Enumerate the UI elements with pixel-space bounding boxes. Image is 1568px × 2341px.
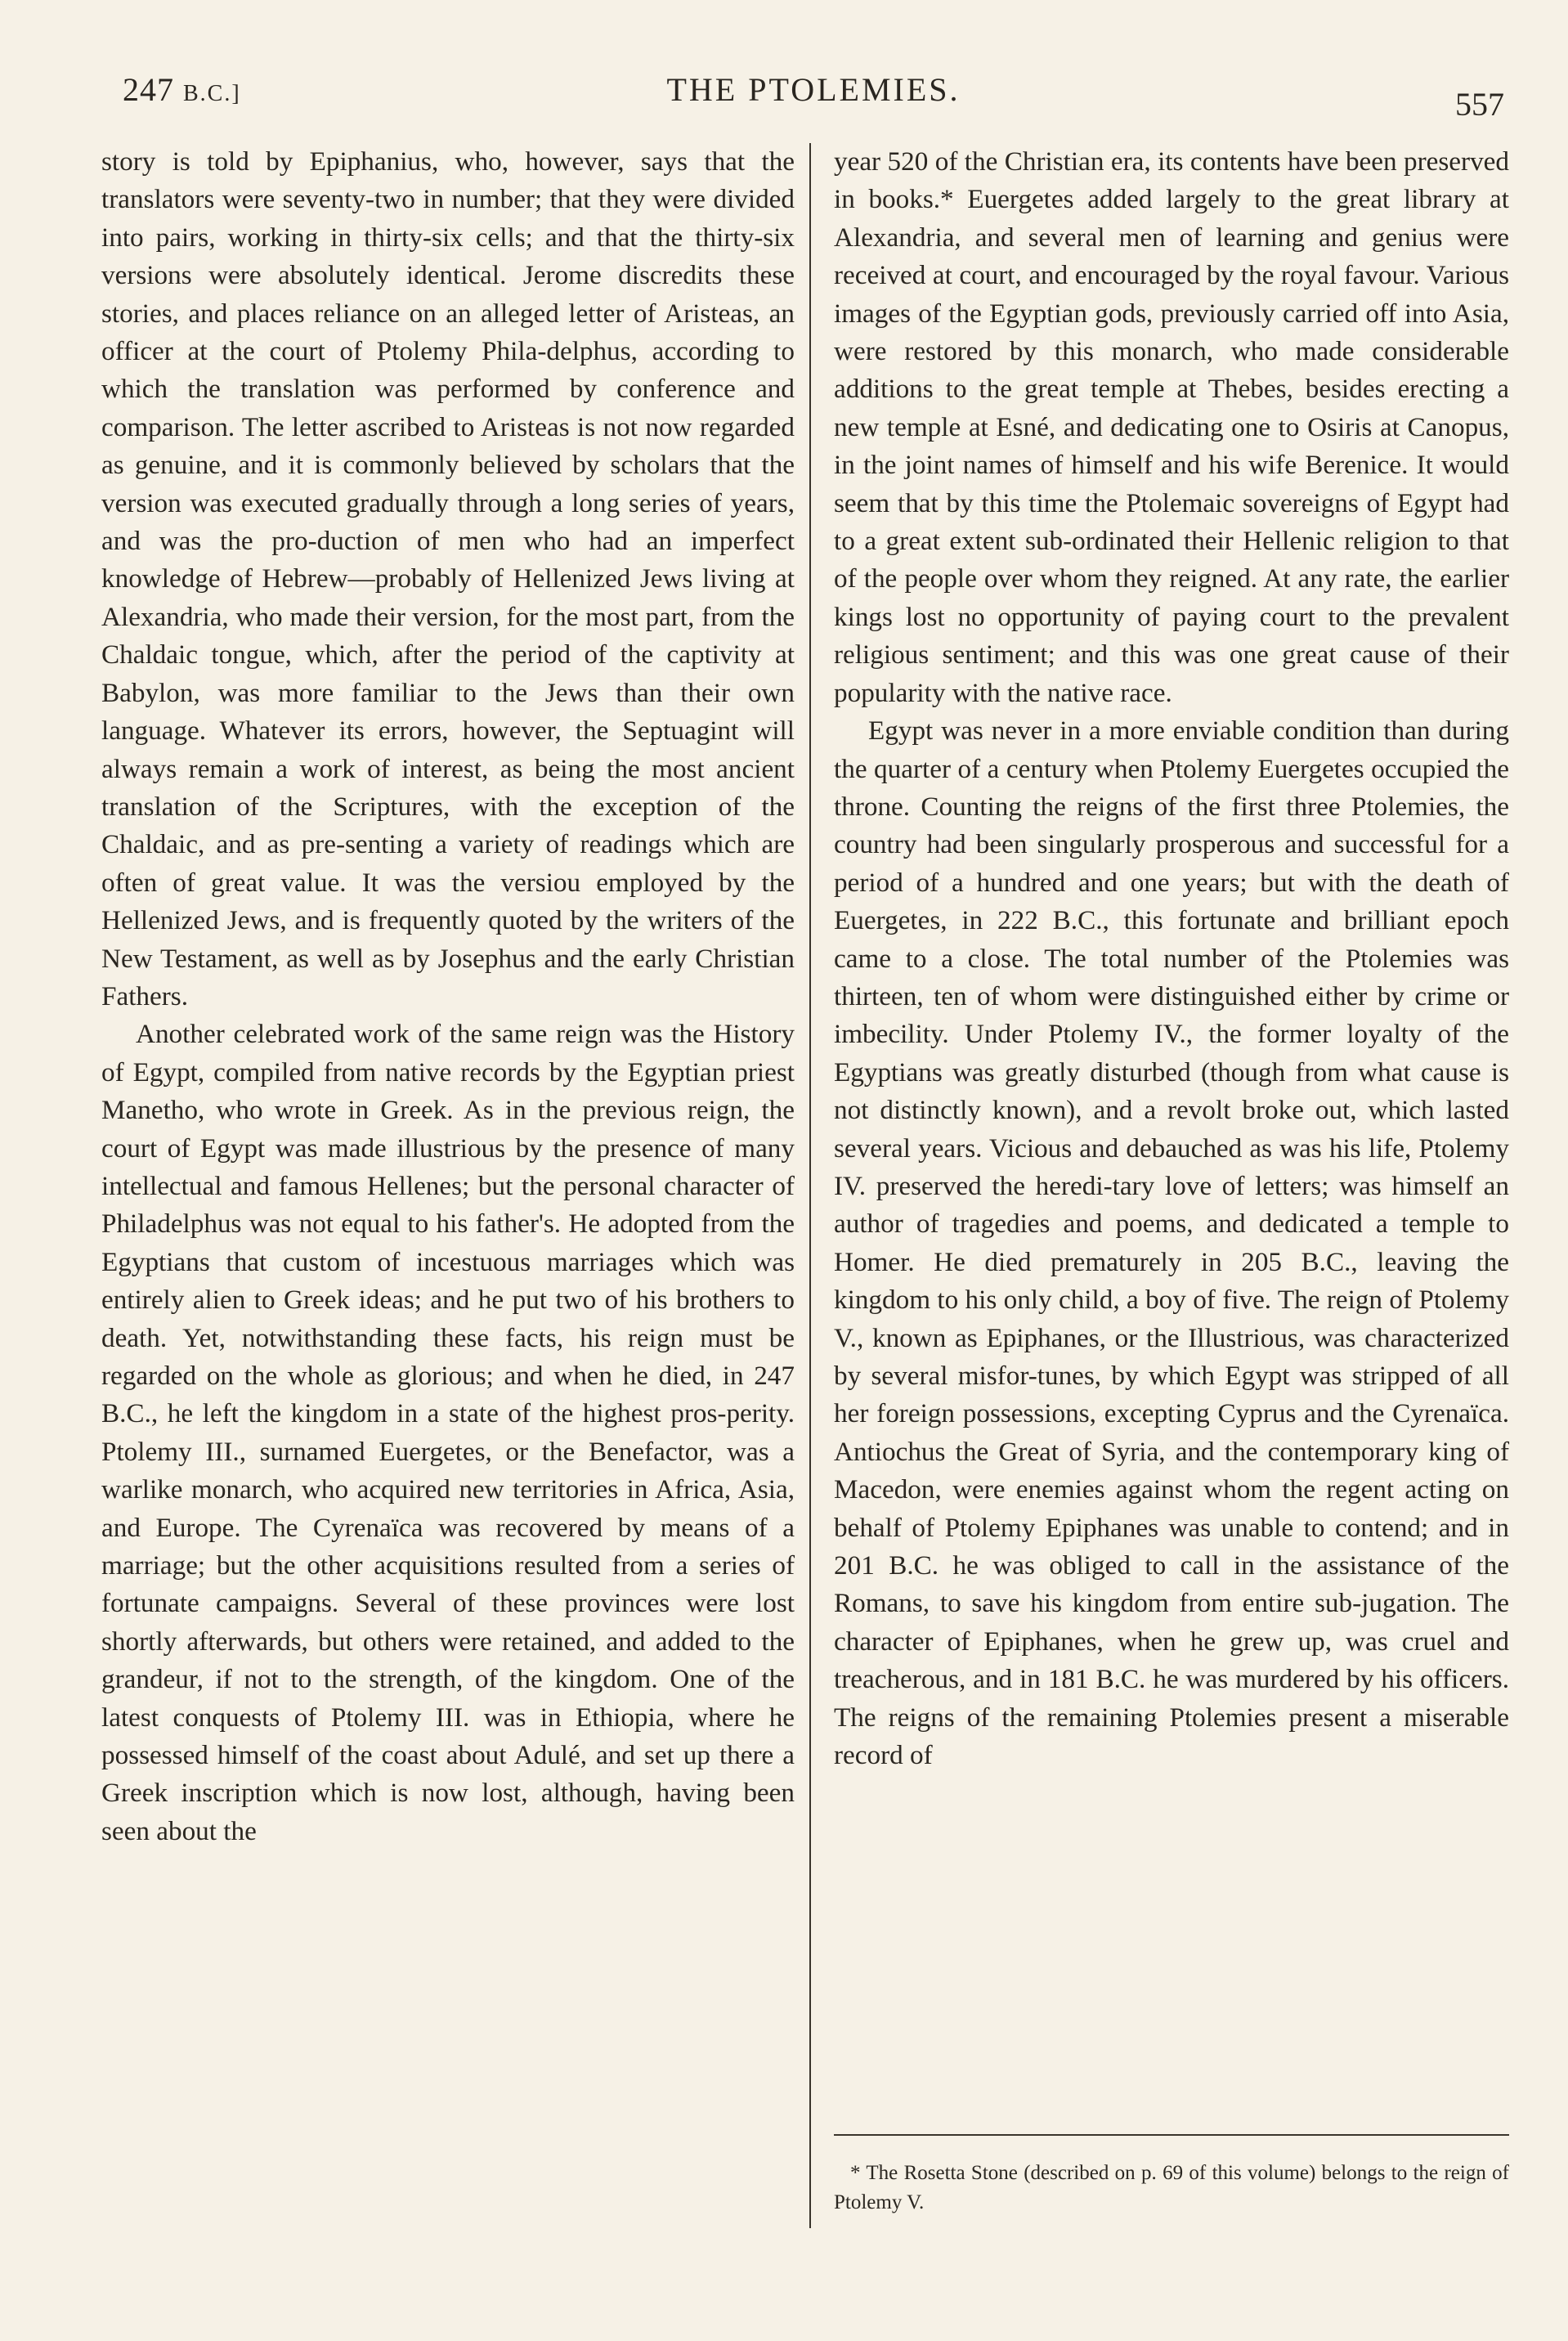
- paragraph: story is told by Epiphanius, who, however, says that the translators were seventy-two in number; that they were divided into pairs, working in thirty-six cells; and that the thirty-six versions were absolutely identical. Jerome discredits these stories, and places reliance on an alleged letter of Aristeas, an officer at the court of Ptolemy Phila-delphus, according to which the translation was performed by conference and comparison. The letter ascribed to Aristeas is not now regarded as genuine, and it is commonly believed by scholars that the version was executed gradually through a long series of years, and was the pro-duction of men who had an imperfect knowledge of Hebrew—probably of Hellenized Jews living at Alexandria, who made their version, for the most part, from the Chaldaic tongue, which, after the period of the captivity at Babylon, was more familiar to the Jews than their own language. Whatever its errors, however, the Septuagint will always remain a work of interest, as being the most ancient translation of the Scriptures, with the exception of the Chaldaic, and as pre-senting a variety of readings which are often of great value. It was the versiou employed by the Hellenized Jews, and is frequently quoted by the writers of the New Testament, as well as by Josephus and the early Christian Fathers.: [101, 146, 795, 1011]
- header-year: 247: [123, 71, 174, 108]
- left-column: [101, 143, 795, 1850]
- header-era: B.C.]: [183, 81, 241, 106]
- page-number: 557: [1455, 86, 1504, 123]
- header-title: THE PTOLEMIES.: [666, 71, 961, 108]
- paragraph: Another celebrated work of the same reign was the History of Egypt, compiled from native records by the Egyptian priest Manetho, who wrote in Greek. As in the previous reign, the court of Egypt was made illustrious by the presence of many intellectual and famous Hellenes; but the personal character of Philadelphus was not equal to his father's. He adopted from the Egyptians that custom of incestuous marriages which was entirely alien to Greek ideas; and he put two of his brothers to death. Yet, notwithstanding these facts, his reign must be regarded on the whole as glorious; and when he died, in 247 B.C., he left the kingdom in a state of the highest pros-perity. Ptolemy III., surnamed Euergetes, or the Benefactor, was a warlike monarch, who acquired new territories in Africa, Asia, and Europe. The Cyrenaïca was recovered by means of a marriage; but the other acquisitions resulted from a series of fortunate campaigns. Several of these provinces were lost shortly afterwards, but others were retained, and added to the grandeur, if not to the strength, of the kingdom. One of the latest conquests of Ptolemy III. was in Ethiopia, where he possessed himself of the coast about Adulé, and set up there a Greek inscription which is now lost, although, having been seen about the: [101, 1019, 795, 1846]
- column-divider: [809, 143, 811, 2228]
- right-column: [834, 143, 1509, 1774]
- paragraph: year 520 of the Christian era, its contents have been preserved in books.* Euergetes added largely to the great library at Alexandria, and several men of learning and genius were received at court, and encouraged by the royal favour. Various images of the Egyptian gods, previously carried off into Asia, were restored by this monarch, who made considerable additions to the great temple at Thebes, besides erecting a new temple at Esné, and dedicating one to Osiris at Canopus, in the joint names of himself and his wife Berenice. It would seem that by this time the Ptolemaic sovereigns of Egypt had to a great extent sub-ordinated their Hellenic religion to that of the people over whom they reigned. At any rate, the earlier kings lost no opportunity of paying court to the prevalent religious sentiment; and this was one great cause of their popularity with the native race.: [834, 146, 1509, 708]
- footnote: * The Rosetta Stone (described on p. 69 of this volume) belongs to the reign of Ptolemy V.: [834, 2162, 1509, 2213]
- running-header: [123, 70, 1504, 123]
- paragraph: Egypt was never in a more enviable condition than during the quarter of a century when Ptolemy Euergetes occupied the throne. Counting the reigns of the first three Ptolemies, the country had been singularly prosperous and successful for a period of a hundred and one years; but with the death of Euergetes, in 222 B.C., this fortunate and brilliant epoch came to a close. The total number of the Ptolemies was thirteen, ten of whom were distinguished either by crime or imbecility. Under Ptolemy IV., the former loyalty of the Egyptians was greatly disturbed (though from what cause is not distinctly known), and a revolt broke out, which lasted several years. Vicious and debauched as was his life, Ptolemy IV. preserved the heredi-tary love of letters; was himself an author of tragedies and poems, and dedicated a temple to Homer. He died prematurely in 205 B.C., leaving the kingdom to his only child, a boy of five. The reign of Ptolemy V., known as Epiphanes, or the Illustrious, was characterized by several misfor-tunes, by which Egypt was stripped of all her foreign possessions, excepting Cyprus and the Cyrenaïca. Antiochus the Great of Syria, and the contemporary king of Macedon, were enemies against whom the regent acting on behalf of Ptolemy Epiphanes was unable to contend; and in 201 B.C. he was obliged to call in the assistance of the Romans, to save his kingdom from entire sub-jugation. The character of Epiphanes, when he grew up, was cruel and treacherous, and in 181 B.C. he was murdered by his officers. The reigns of the remaining Ptolemies present a miserable record of: [834, 715, 1509, 1771]
- footnote-rule: [834, 2134, 1509, 2136]
